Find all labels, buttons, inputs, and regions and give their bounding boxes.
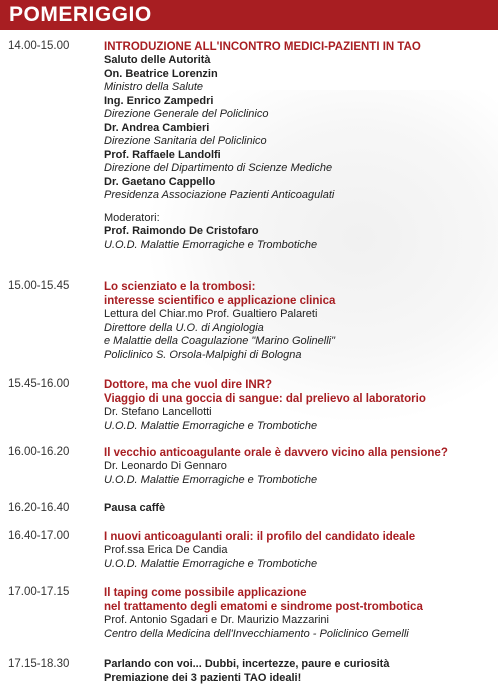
program-session xyxy=(0,446,498,487)
session-title: INTRODUZIONE ALL'INCONTRO MEDICI-PAZIENTI IN TAO xyxy=(104,41,421,53)
speaker-detail: Presidenza Associazione Pazienti Anticoagulati xyxy=(104,189,335,201)
session-time: 16.40-17.00 xyxy=(8,530,70,542)
speaker-detail: Direzione Sanitaria del Policlinico xyxy=(104,135,267,147)
speaker-detail: U.O.D. Malattie Emorragiche e Trombotiche xyxy=(104,238,318,251)
speaker-detail: Moderatori: xyxy=(104,211,160,224)
section-title: POMERIGGIO xyxy=(9,3,152,26)
speaker-name: Ing. Enrico Zampedri xyxy=(104,94,214,107)
session-content xyxy=(104,378,498,433)
session-time: 15.00-15.45 xyxy=(8,280,70,292)
program-session xyxy=(0,586,498,641)
session-time: 16.00-16.20 xyxy=(8,446,70,458)
speaker-name: Premiazione dei 3 pazienti TAO ideali! xyxy=(104,671,302,684)
program-session xyxy=(0,378,498,433)
session-content xyxy=(104,446,498,487)
speaker-detail: U.O.D. Malattie Emorragiche e Trombotiche xyxy=(104,419,318,432)
speaker-name: Prof. Raffaele Landolfi xyxy=(104,148,221,161)
session-title: Viaggio di una goccia di sangue: dal prelievo al laboratorio xyxy=(104,393,426,405)
speaker-detail: Lettura del Chiar.mo Prof. Gualtiero Palareti xyxy=(104,308,318,320)
session-time: 14.00-15.00 xyxy=(8,40,70,52)
session-content xyxy=(104,40,498,252)
speaker-name: Dr. Andrea Cambieri xyxy=(104,121,210,134)
speaker-name: Parlando con voi... Dubbi, incertezze, paure e curiosità xyxy=(104,658,390,670)
session-time: 15.45-16.00 xyxy=(8,378,70,390)
speaker-detail: Dr. Leonardo Di Gennaro xyxy=(104,460,227,472)
section-header xyxy=(0,0,498,30)
program-session xyxy=(0,658,498,685)
speaker-detail: Direttore della U.O. di Angiologia xyxy=(104,321,264,334)
speaker-detail: Direzione Generale del Policlinico xyxy=(104,108,269,120)
session-title: Il taping come possibile applicazione xyxy=(104,587,307,599)
speaker-detail: Centro della Medicina dell'Invecchiamento - Policlinico Gemelli xyxy=(104,627,409,640)
session-content xyxy=(104,502,498,516)
program-session xyxy=(0,502,498,516)
session-time: 17.00-17.15 xyxy=(8,586,70,598)
speaker-name: Pausa caffè xyxy=(104,502,166,514)
speaker-detail: Policlinico S. Orsola-Malpighi di Bologna xyxy=(104,348,302,361)
session-time: 16.20-16.40 xyxy=(8,502,70,514)
speaker-detail: Direzione del Dipartimento di Scienze Mediche xyxy=(104,162,333,174)
speaker-detail: e Malattie della Coagulazione "Marino Golinelli" xyxy=(104,335,335,347)
speaker-name: Dr. Gaetano Cappello xyxy=(104,175,216,188)
speaker-detail: U.O.D. Malattie Emorragiche e Trombotiche xyxy=(104,473,318,486)
speaker-name: Prof. Raimondo De Cristofaro xyxy=(104,225,259,237)
session-title: I nuovi anticoagulanti orali: il profilo del candidato ideale xyxy=(104,531,416,543)
speaker-name: On. Beatrice Lorenzin xyxy=(104,67,218,80)
spacer xyxy=(104,203,498,212)
session-content xyxy=(104,280,498,362)
session-title: Dottore, ma che vuol dire INR? xyxy=(104,379,273,391)
speaker-detail: Prof. Antonio Sgadari e Dr. Maurizio Mazzarini xyxy=(104,614,329,626)
speaker-detail: U.O.D. Malattie Emorragiche e Trombotiche xyxy=(104,557,318,570)
session-content xyxy=(104,658,498,685)
session-content xyxy=(104,530,498,571)
session-title: nel trattamento degli ematomi e sindrome post-trombotica xyxy=(104,601,423,613)
program-session xyxy=(0,40,498,252)
speaker-detail: Ministro della Salute xyxy=(104,81,204,93)
speaker-name: Saluto delle Autorità xyxy=(104,54,211,66)
program-session xyxy=(0,280,498,362)
session-content xyxy=(104,586,498,641)
session-title: interesse scientifico e applicazione clinica xyxy=(104,295,336,307)
speaker-detail: Prof.ssa Erica De Candia xyxy=(104,544,228,556)
session-title: Lo scienziato e la trombosi: xyxy=(104,281,256,293)
session-title: Il vecchio anticoagulante orale è davvero vicino alla pensione? xyxy=(104,447,448,459)
program-session xyxy=(0,530,498,571)
speaker-detail: Dr. Stefano Lancellotti xyxy=(104,406,212,418)
session-time: 17.15-18.30 xyxy=(8,658,70,670)
